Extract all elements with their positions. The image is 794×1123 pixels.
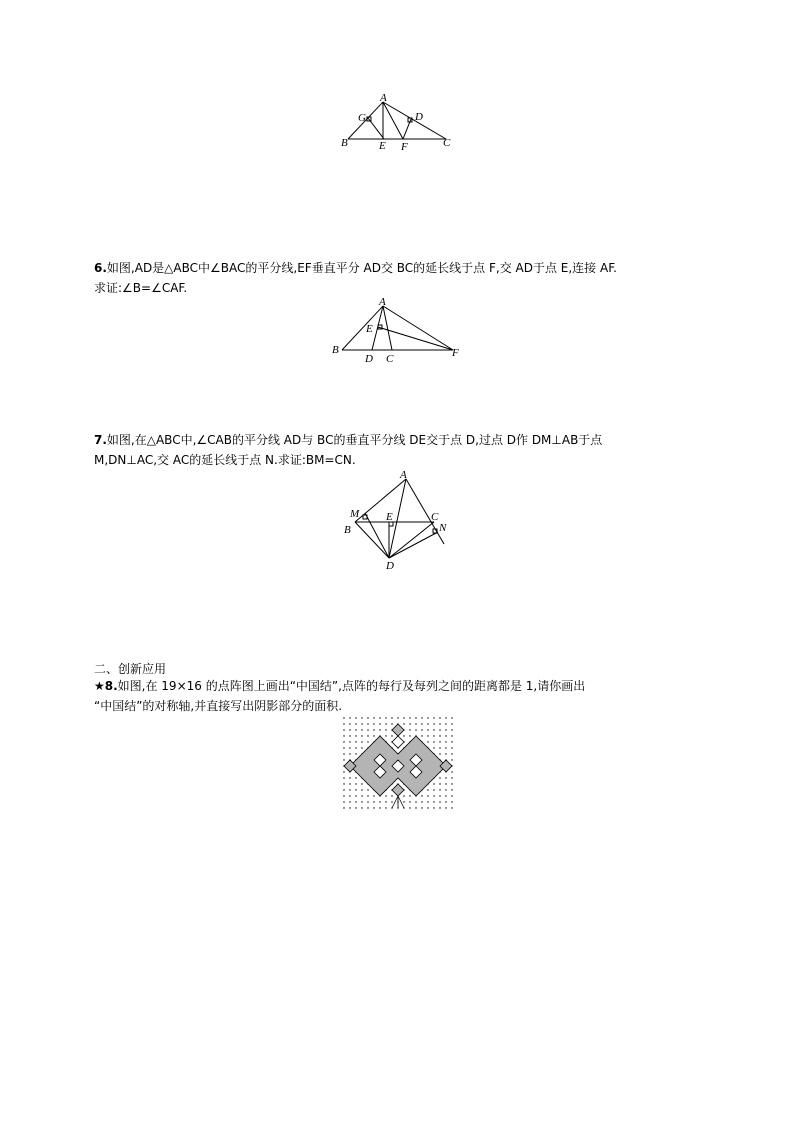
fig7-label-c: C bbox=[431, 511, 439, 523]
question-6 bbox=[94, 258, 714, 298]
knot-tassel-line bbox=[398, 796, 404, 808]
question-7-number: 7. bbox=[94, 433, 107, 447]
knot-bottom-diamond bbox=[392, 784, 404, 796]
question-8-line-2: “中国结”的对称轴,并直接写出阴影部分的面积. bbox=[94, 699, 343, 713]
fig7-label-d: D bbox=[386, 560, 394, 572]
section-title: 二、创新应用 bbox=[94, 662, 167, 676]
fig1-label-c: C bbox=[443, 137, 451, 149]
fig7-label-m: M bbox=[350, 508, 360, 520]
fig1-label-g: G bbox=[358, 112, 366, 124]
knot-top-diamond bbox=[392, 724, 404, 736]
fig1-label-d: D bbox=[415, 111, 423, 123]
figure-7 bbox=[338, 465, 458, 575]
question-7-line-1: 7.如图,在△ABC中,∠CAB的平分线 AD与 BC的垂直平分线 DE交于点 D,过点 D作 DM⊥AB于点 bbox=[94, 433, 603, 447]
fig1-label-f: F bbox=[401, 141, 408, 153]
knot-top-small-diamond bbox=[392, 736, 404, 748]
question-7 bbox=[94, 430, 714, 470]
fig7-label-n: N bbox=[439, 522, 447, 534]
fig6-label-c: C bbox=[386, 353, 394, 365]
figure-1 bbox=[338, 92, 458, 154]
figure-6 bbox=[328, 296, 468, 366]
fig6-label-e: E bbox=[366, 323, 373, 335]
knot-tassel-line bbox=[392, 796, 398, 808]
chinese-knot-dot-grid bbox=[338, 714, 458, 812]
fig6-label-d: D bbox=[365, 353, 373, 365]
question-6-line-2: 求证:∠B=∠CAF. bbox=[94, 281, 188, 295]
fig6-label-f: F bbox=[452, 347, 459, 359]
fig1-label-b: B bbox=[341, 137, 348, 149]
fig7-label-a: A bbox=[400, 469, 407, 481]
fig1-label-e: E bbox=[379, 140, 386, 152]
question-8-number: ★8. bbox=[94, 679, 118, 693]
fig6-label-a: A bbox=[379, 296, 386, 308]
question-8-line-1: ★8.如图,在 19×16 的点阵图上画出“中国结”,点阵的每行及每列之间的距离都是 1,请你画出 bbox=[94, 679, 586, 693]
fig7-label-e: E bbox=[386, 511, 393, 523]
question-8 bbox=[94, 676, 714, 716]
question-7-line-2: M,DN⊥AC,交 AC的延长线于点 N.求证:BM=CN. bbox=[94, 453, 356, 467]
fig7-label-b: B bbox=[344, 524, 351, 536]
question-6-line-1: 6.如图,AD是△ABC中∠BAC的平分线,EF垂直平分 AD交 BC的延长线于点 F,交 AD于点 E,连接 AF. bbox=[94, 261, 617, 275]
question-6-number: 6. bbox=[94, 261, 107, 275]
fig6-label-b: B bbox=[332, 344, 339, 356]
fig1-label-a: A bbox=[380, 92, 387, 104]
